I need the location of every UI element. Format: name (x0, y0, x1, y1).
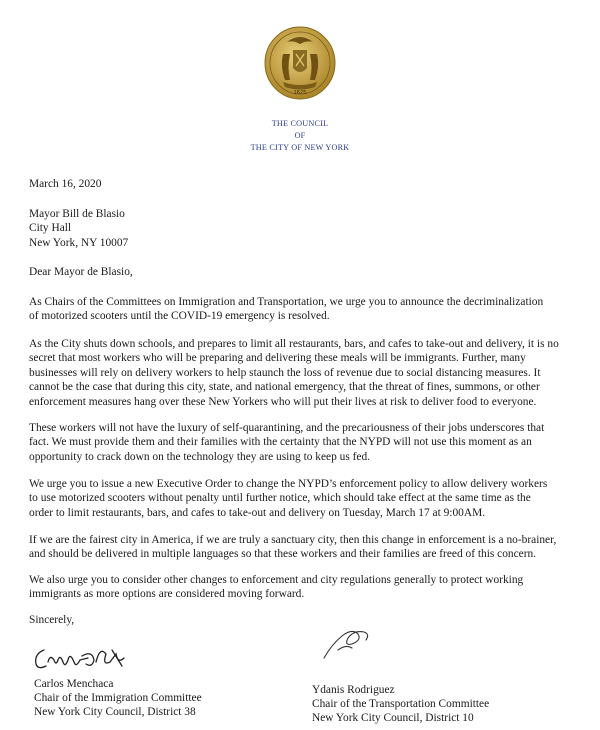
paragraph-2 (29, 337, 579, 409)
letterhead-line-3: THE CITY OF NEW YORK (250, 143, 350, 152)
paragraph-5 (29, 533, 579, 562)
paragraph-line: to use motorized scooters without penalty until further notice, which should take effect at the same time as the (29, 492, 531, 505)
closing (29, 613, 579, 627)
paragraph-line: businesses will rely on delivery workers to help staunch the loss of revenue due to social distancing measures. It (29, 366, 541, 379)
paragraph-line: As Chairs of the Committees on Immigration and Transportation, we urge you to announce the decriminalization (29, 296, 544, 308)
letterhead-line-1: THE COUNCIL (271, 119, 329, 128)
recipient-address (29, 207, 579, 250)
salutation (29, 265, 579, 279)
paragraph-line: order to limit restaurants, bars, and cafes to take-out and delivery on Tuesday, March 17 at 9:00AM. (29, 506, 486, 519)
signature-ydanis-rodriguez (318, 624, 378, 664)
paragraph-line: fact. We must provide them and their families with the certainty that the NYPD will not use this moment as an (29, 436, 532, 449)
letterhead (200, 118, 400, 154)
paragraph-line: and should be delivered in multiple languages so that these workers and their families are freed of this concern. (29, 548, 537, 561)
paragraph-line: of motorized scooters until the COVID-19 emergency is resolved. (29, 310, 330, 323)
paragraph-line: If we are the fairest city in America, if we are truly a sanctuary city, then this change in enforcement is a no-brainer, (29, 534, 557, 546)
date-text: March 16, 2020 (29, 178, 102, 190)
city-seal-logo (263, 24, 337, 100)
paragraph-line: We urge you to issue a new Executive Order to change the NYPD’s enforcement policy to allow delivery workers (29, 478, 548, 490)
paragraph-line: immigrants as more options are considered moving forward. (29, 588, 305, 601)
salutation-text: Dear Mayor de Blasio, (29, 266, 133, 278)
signatory-title: Chair of the Transportation Committee (312, 698, 490, 710)
paragraph-line: We also urge you to consider other changes to enforcement and city regulations generally to protect working (29, 574, 524, 586)
paragraph-line: cannot be the case that during this city, state, and national emergency, that the threat of fines, summons, or other (29, 381, 540, 394)
seal-year-text: 1625 (293, 90, 307, 96)
signatory-name: Ydanis Rodriguez (312, 684, 395, 696)
signatory-2 (312, 683, 489, 725)
signatory-title: Chair of the Immigration Committee (34, 692, 202, 704)
letterhead-line-2: OF (294, 131, 306, 140)
recipient-name: Mayor Bill de Blasio (29, 208, 125, 220)
signatory-1 (34, 677, 202, 719)
closing-text: Sincerely, (29, 614, 75, 626)
recipient-city: New York, NY 10007 (29, 236, 129, 249)
letter-date (29, 177, 579, 191)
paragraph-3 (29, 421, 579, 464)
paragraph-line: secret that most workers who will be preparing and delivering these meals will be immigrants. Further, many (29, 352, 526, 365)
paragraph-4 (29, 477, 579, 520)
signature-carlos-menchaca (30, 632, 140, 676)
paragraph-6 (29, 573, 579, 602)
signatory-district: New York City Council, District 10 (312, 712, 474, 724)
signatory-district: New York City Council, District 38 (34, 706, 196, 718)
paragraph-line: opportunity to crack down on the technology they are using to keep us fed. (29, 450, 371, 463)
signatory-name: Carlos Menchaca (34, 678, 114, 690)
paragraph-line: These workers will not have the luxury of self-quarantining, and the precariousness of their jobs underscores that (29, 422, 545, 434)
recipient-office: City Hall (29, 222, 72, 235)
paragraph-1 (29, 295, 579, 324)
paragraph-line: enforcement measures hang over these New Yorkers who will put their lives at risk to deliver food to everyone. (29, 395, 537, 408)
paragraph-line: As the City shuts down schools, and prepares to limit all restaurants, bars, and cafes to take-out and delivery, it is no (29, 338, 559, 350)
